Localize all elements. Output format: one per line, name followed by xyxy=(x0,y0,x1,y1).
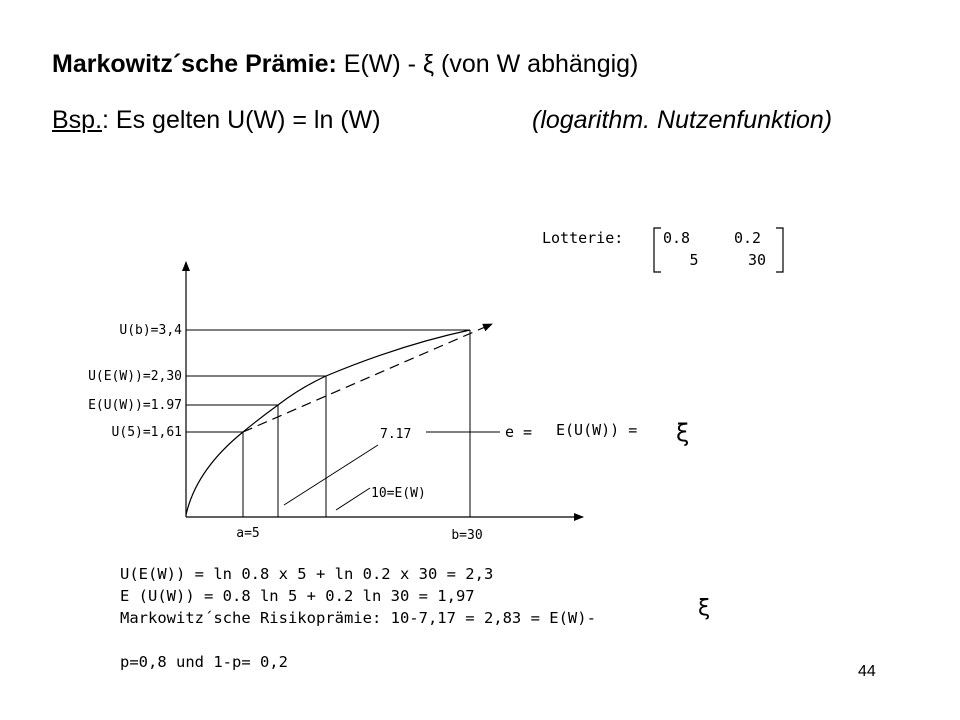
pointer-ce xyxy=(284,445,378,505)
lottery-w1: 5 xyxy=(689,251,699,269)
annotation-e-eq: e = xyxy=(505,423,533,441)
lottery-p1: 0.8 xyxy=(663,229,691,247)
annotation-xi: ξ xyxy=(676,419,690,447)
page-number: 44 xyxy=(858,663,876,680)
matrix-bracket-left xyxy=(654,228,661,272)
expected-utility-chord xyxy=(243,324,492,432)
annotation-ew: 10=E(W) xyxy=(371,486,426,501)
label-euw: E(U(W))=1.97 xyxy=(88,398,182,413)
title-rest: E(W) - ξ (von W abhängig) xyxy=(336,50,639,78)
annotation-euw-eq: E(U(W)) = xyxy=(556,421,638,439)
title-bold: Markowitz´sche Prämie: xyxy=(52,50,337,78)
label-a: a=5 xyxy=(236,526,260,541)
example-text: : Es gelten U(W) = ln (W) xyxy=(102,106,381,134)
example-label: Bsp. xyxy=(52,106,103,134)
utility-curve xyxy=(186,330,470,515)
calc-line-2: E (U(W)) = 0.8 ln 5 + 0.2 ln 30 = 1,97 xyxy=(120,587,475,605)
pointer-ew xyxy=(336,488,370,510)
calc-line-3: Markowitz´sche Risikoprämie: 10-7,17 = 2,83 = E(W)- xyxy=(120,609,596,627)
calc-xi: ξ xyxy=(698,596,711,621)
annotation-ce: 7.17 xyxy=(380,427,412,442)
matrix-bracket-right xyxy=(776,228,783,272)
calc-line-4: p=0,8 und 1-p= 0,2 xyxy=(120,653,288,671)
lottery-w2: 30 xyxy=(747,251,767,269)
calc-line-1: U(E(W)) = ln 0.8 x 5 + ln 0.2 x 30 = 2,3 xyxy=(120,565,494,583)
example-note: (logarithm. Nutzenfunktion) xyxy=(532,106,833,134)
label-uew: U(E(W))=2,30 xyxy=(88,369,182,384)
lottery-p2: 0.2 xyxy=(734,229,762,247)
label-ub: U(b)=3,4 xyxy=(119,323,182,338)
label-b: b=30 xyxy=(451,528,483,543)
label-u5: U(5)=1,61 xyxy=(111,425,182,440)
lottery-label: Lotterie: xyxy=(542,229,624,247)
